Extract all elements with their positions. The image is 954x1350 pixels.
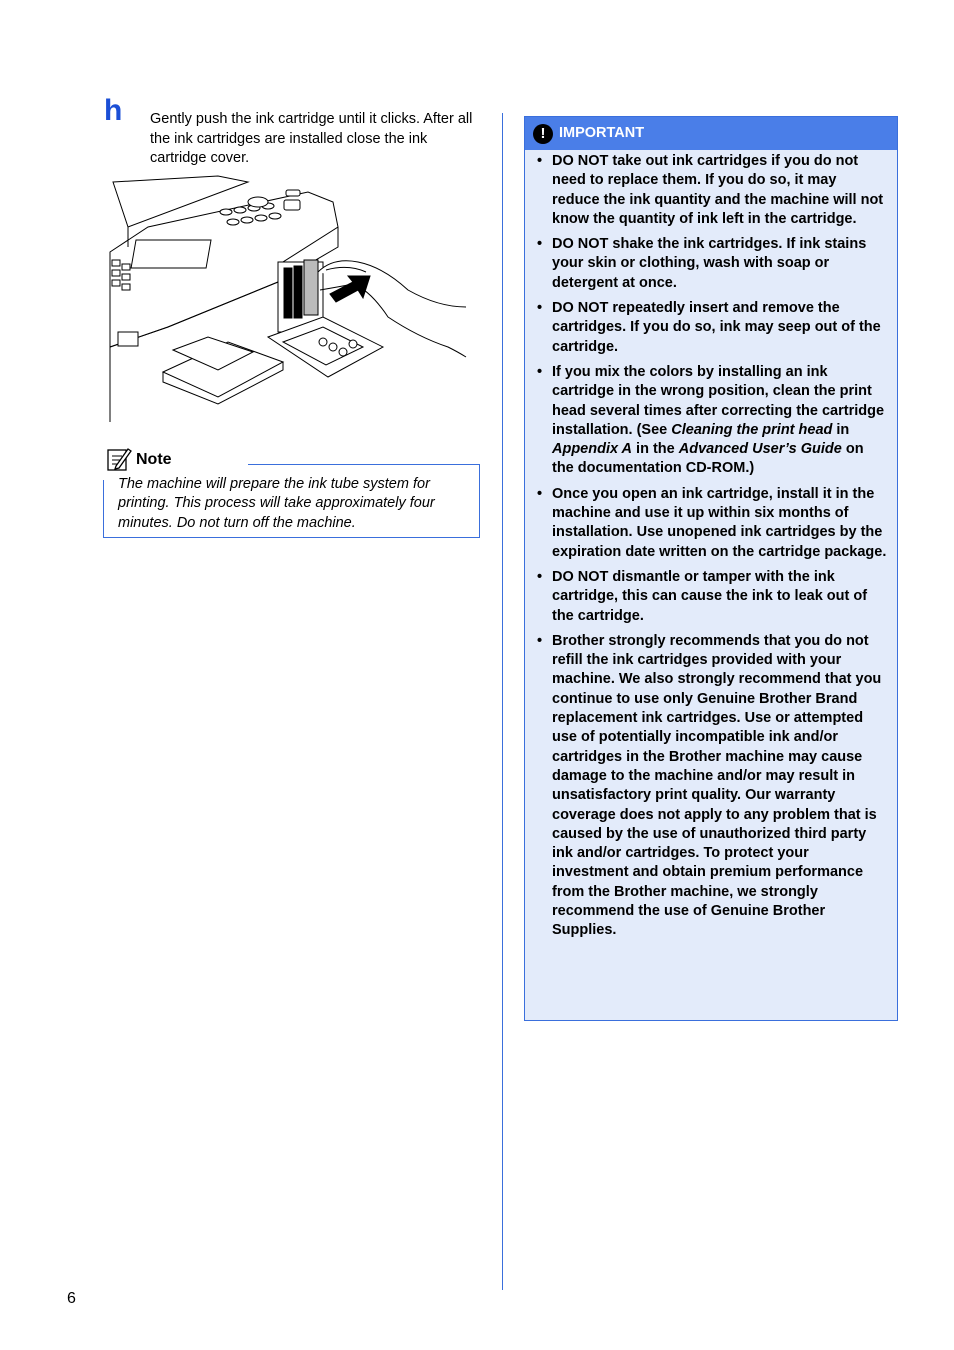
exclamation-icon: ! xyxy=(533,124,553,144)
important-item: • DO NOT repeatedly insert and remove the cartridges. If you do so, ink may seep out of the cartridge. xyxy=(525,299,897,357)
important-item: • Once you open an ink cartridge, install it in the machine and use it up within six months of installation. Use unopened ink cartridges by the expiration date written on the cartridge package. xyxy=(525,485,897,562)
note-text: The machine will prepare the ink tube system for printing. This process will take approximately four minutes. Do not turn off the machine. xyxy=(118,476,435,531)
text-run: in xyxy=(832,421,850,438)
important-item: • Brother strongly recommends that you do not refill the ink cartridges provided with your machine. We also strongly recommend that you continue to use only Genuine Brother Brand replacement ink cartridges. Use or attempted use of potentially incompatible ink and/or cartridges in the Brother machine may cause damage to the machine and/or may result in unsatisfactory print quality. Our warranty coverage does not apply to any problem that is caused by the use of unauthorized third party ink and/or cartridges. To protect your investment and obtain premium performance from the Brother machine, we strongly recommend the use of Genuine Brother Supplies. xyxy=(525,632,897,941)
important-header xyxy=(525,117,897,150)
important-item: • DO NOT take out ink cartridges if you do not need to replace them. If you do so, it may reduce the ink quantity and the machine will not know the quantity of ink left in the cartridge. xyxy=(525,152,897,229)
important-item: • DO NOT dismantle or tamper with the ink cartridge, this can cause the ink to leak out of the cartridge. xyxy=(525,568,897,626)
note-title: Note xyxy=(136,451,172,468)
text-run: on the documentation CD-ROM.) xyxy=(552,441,864,477)
important-title: IMPORTANT xyxy=(559,125,645,141)
important-box xyxy=(524,116,898,1021)
important-item xyxy=(525,363,897,479)
note-box xyxy=(103,446,480,538)
step-letter: h xyxy=(104,94,123,127)
text-run: in the xyxy=(632,441,679,458)
text-run: If you mix the colors by installing an ink cartridge in the wrong position, clean the print head several times after correcting the cartridge installation. (See xyxy=(552,363,885,438)
cross-reference: Appendix A xyxy=(552,441,633,458)
important-list xyxy=(525,151,897,947)
step-instruction: Gently push the ink cartridge until it clicks. After all the ink cartridges are installed close the ink cartridge cover. xyxy=(150,111,473,166)
printer-illustration xyxy=(108,172,468,430)
cross-reference: Advanced User’s Guide xyxy=(678,441,842,458)
note-pencil-icon xyxy=(106,446,132,472)
cross-reference: Cleaning the print head xyxy=(671,421,833,438)
important-item: • DO NOT shake the ink cartridges. If ink stains your skin or clothing, wash with soap or detergent at once. xyxy=(525,235,897,293)
column-divider xyxy=(502,113,503,1290)
page-number: 6 xyxy=(67,1290,76,1307)
